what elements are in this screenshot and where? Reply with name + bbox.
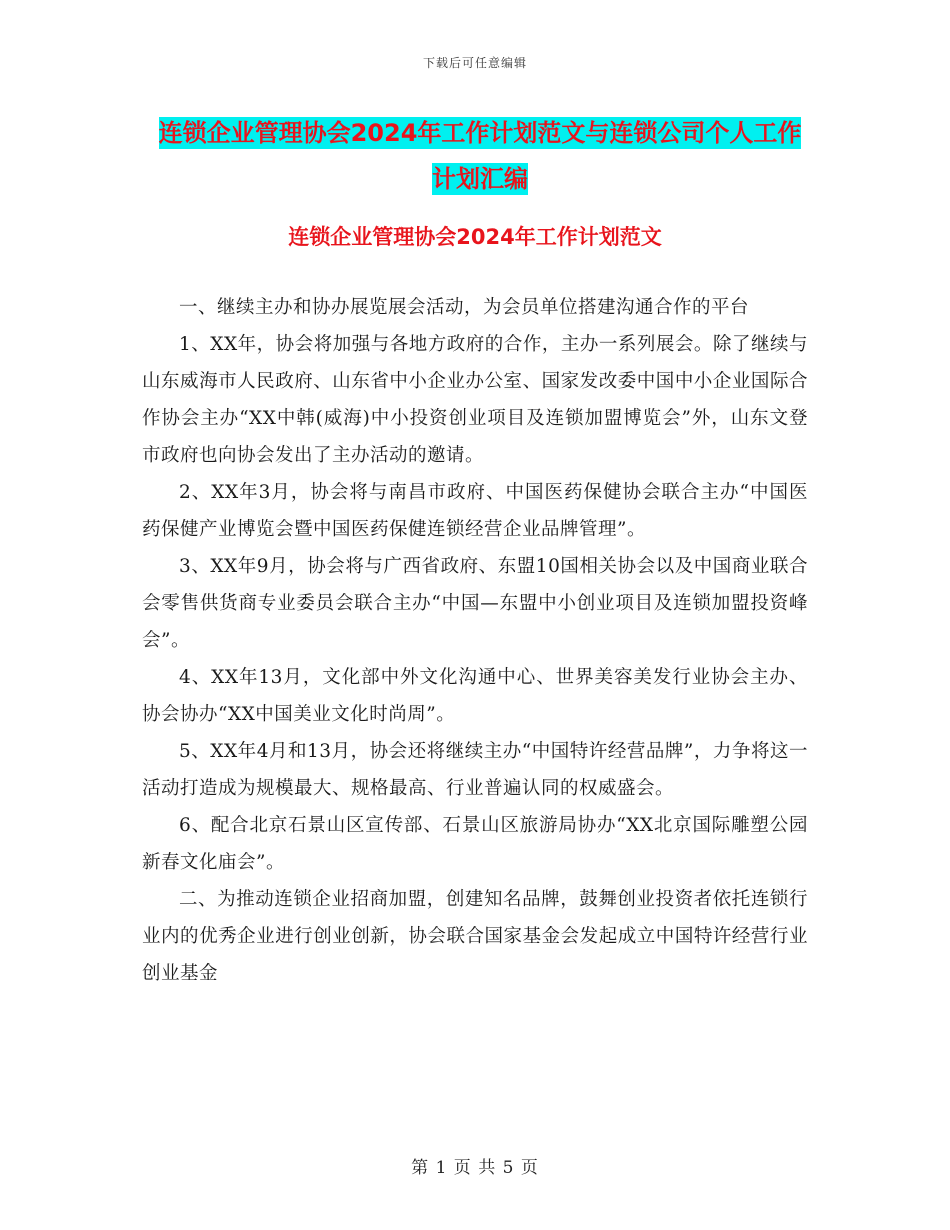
paragraph: 5、XX年4月和13月，协会还将继续主办“中国特许经营品牌”，力争将这一活动打造成为规模最大、规格最高、行业普遍认同的权威盛会。 — [142, 741, 808, 799]
paragraph: 4、XX年13月，文化部中外文化沟通中心、世界美容美发行业协会主办、协会协办“XX中国美业文化时尚周”。 — [142, 667, 808, 725]
document-title — [150, 110, 810, 202]
paragraph: 3、XX年9月，协会将与广西省政府、东盟10国相关协会以及中国商业联合会零售供货商专业委员会联合主办“中国—东盟中小创业项目及连锁加盟投资峰会”。 — [142, 556, 808, 651]
document-body — [142, 289, 808, 992]
paragraph: 1、XX年，协会将加强与各地方政府的合作，主办一系列展会。除了继续与山东威海市人民政府、山东省中小企业办公室、国家发改委中国中小企业国际合作协会主办“XX中韩(威海)中小投资创业项目及连锁加盟博览会”外，山东文登市政府也向协会发出了主办活动的邀请。 — [142, 334, 808, 466]
page-footer: 第 1 页 共 5 页 — [411, 1158, 539, 1178]
header-note: 下载后可任意编辑 — [422, 56, 527, 70]
section-title: 连锁企业管理协会2024年工作计划范文 — [288, 225, 662, 249]
paragraph: 一、继续主办和协办展览展会活动，为会员单位搭建沟通合作的平台 — [179, 297, 750, 318]
paragraph: 2、XX年3月，协会将与南昌市政府、中国医药保健协会联合主办“中国医药保健产业博览会暨中国医药保健连锁经营企业品牌管理”。 — [142, 482, 808, 540]
document-title-text: 连锁企业管理协会2024年工作计划范文与连锁公司个人工作计划汇编 — [158, 119, 802, 193]
paragraph: 二、为推动连锁企业招商加盟，创建知名品牌，鼓舞创业投资者依托连锁行业内的优秀企业进行创业创新，协会联合国家基金会发起成立中国特许经营行业创业基金 — [142, 889, 808, 984]
paragraph: 6、配合北京石景山区宣传部、石景山区旅游局协办“XX北京国际雕塑公园新春文化庙会”。 — [142, 815, 808, 873]
